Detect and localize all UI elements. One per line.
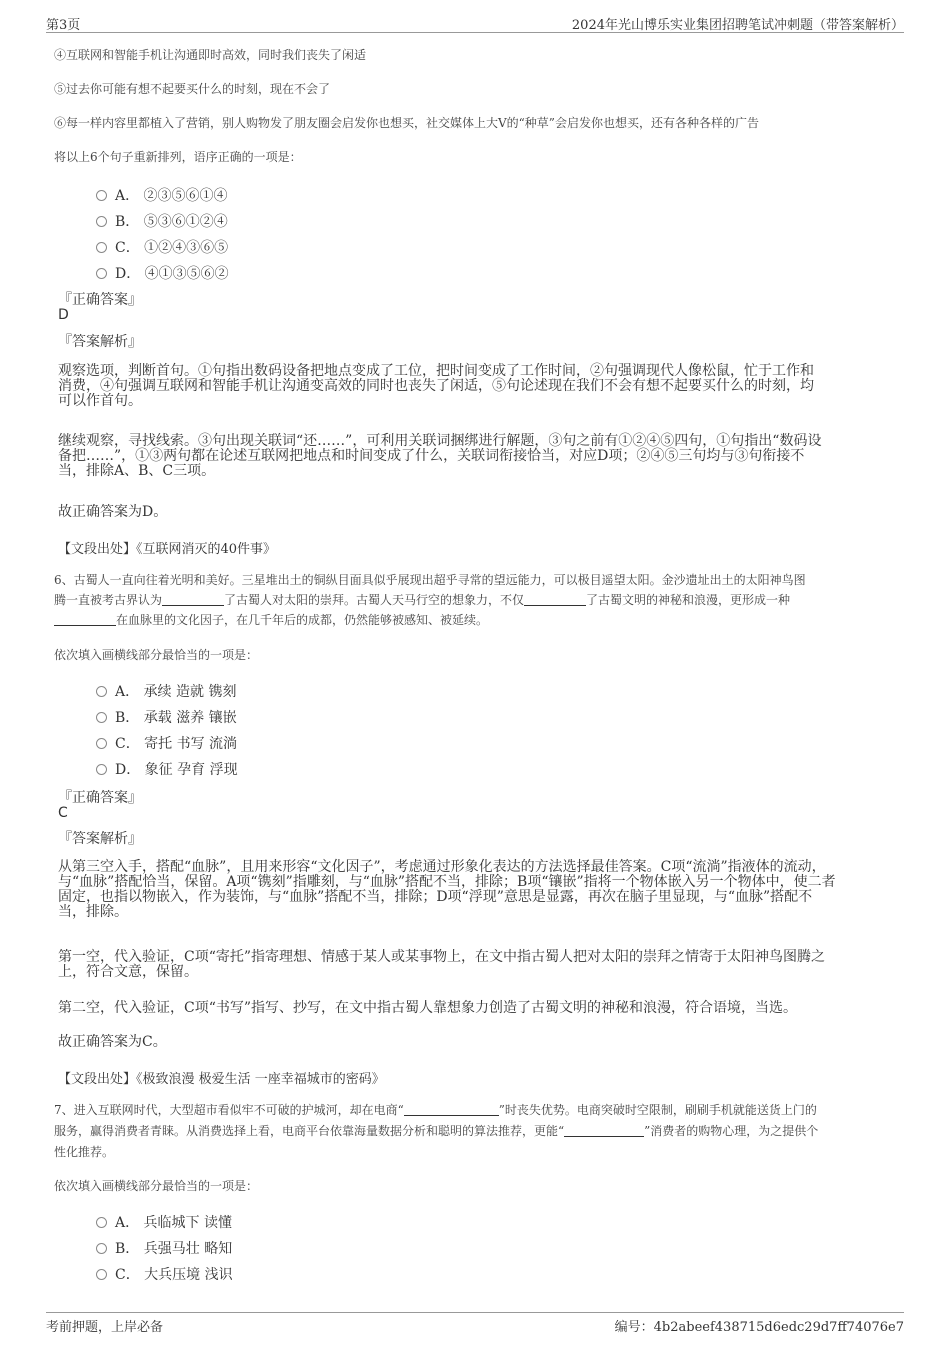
option-label: C． 大兵压境 浅识: [115, 1267, 233, 1283]
q7-option-a[interactable]: [96, 1212, 232, 1232]
q5-answer: D: [58, 307, 69, 323]
q5-conclusion: [58, 505, 888, 520]
option-label: A． ②③⑤⑥①④: [115, 188, 228, 204]
option-label: B． 承载 滋养 镶嵌: [115, 710, 237, 726]
q6-conclusion: [58, 1035, 888, 1050]
stem-text: 7、进入互联网时代，大型超市看似牢不可破的护城河，却在电商“: [54, 1103, 404, 1117]
stem-text: 服务，赢得消费者青睐。从消费选择上看，电商平台依靠海量数据分析和聪明的算法推荐，更能“: [54, 1124, 565, 1138]
q6-answer: C: [58, 805, 68, 821]
q6-source: 【文段出处】《极致浪漫 极爱生活 一座幸福城市的密码》: [58, 1072, 385, 1087]
text-line: 第二空，代入验证，C项“书写”指写、抄写，在文中指古蜀人靠想象力创造了古蜀文明的神秘和浪漫，符合语境，当选。: [58, 1000, 798, 1016]
stem-text: 在血脉里的文化因子，在几千年后的成都，仍然能够被感知、被延续。: [116, 613, 489, 627]
blank-line[interactable]: [404, 1103, 499, 1116]
q5-analysis-para-2: [58, 434, 888, 479]
q5-prompt: 将以上6个句子重新排列，语序正确的一项是：: [54, 150, 302, 164]
stem-text: 6、古蜀人一直向往着光明和美好。三星堆出土的铜纵目面具似乎展现出超乎寻常的望远能力，可以极目遥望太阳。金沙遗址出土的太阳神鸟图: [54, 573, 806, 587]
radio-icon[interactable]: [96, 686, 107, 697]
stem-text: ”时丧失优势。电商突破时空限制，刷刷手机就能送货上门的: [498, 1103, 817, 1117]
option-label: C． 寄托 书写 流淌: [115, 736, 238, 752]
q6-option-b[interactable]: [96, 707, 237, 727]
q6-analysis-para-2: [58, 950, 888, 980]
q6-prompt: 依次填入画横线部分最恰当的一项是：: [54, 648, 259, 662]
text-line: 故正确答案为D。: [58, 504, 168, 520]
radio-icon[interactable]: [96, 268, 107, 279]
q5-analysis-para-1: [58, 364, 888, 409]
blank-line[interactable]: [54, 613, 116, 626]
text-line: 上，符合文意，保留。: [58, 964, 198, 980]
q7-option-b[interactable]: [96, 1238, 232, 1258]
page-number: 第3页: [46, 18, 81, 33]
option-label: A． 承续 造就 镌刻: [115, 684, 237, 700]
text-line: 与“血脉”搭配恰当，保留。A项“镌刻”指雕刻，与“血脉”搭配不当，排除；B项“镶嵌”指将一个物体嵌入另一个物体中，使二者: [58, 874, 836, 890]
radio-icon[interactable]: [96, 242, 107, 253]
q5-option-a[interactable]: [96, 185, 228, 205]
page-footer: [46, 1312, 904, 1341]
stem-text: 腾一直被考古界认为: [54, 593, 163, 607]
q5-option-d[interactable]: [96, 263, 229, 283]
radio-icon[interactable]: [96, 190, 107, 201]
radio-icon[interactable]: [96, 216, 107, 227]
blank-line[interactable]: [564, 1124, 644, 1137]
q5-line-5: ⑤过去你可能有想不起要买什么的时刻，现在不会了: [54, 82, 331, 96]
text-line: 观察选项，判断首句。①句指出数码设备把地点变成了工位，把时间变成了工作时间，②句强调现代人像松鼠，忙于工作和: [58, 363, 814, 379]
q6-analysis-label: 『答案解析』: [58, 831, 142, 847]
stem-text: 了古蜀文明的神秘和浪漫，更形成一种: [586, 593, 791, 607]
option-label: D． 象征 孕育 浮现: [115, 762, 238, 778]
q5-option-c[interactable]: [96, 237, 228, 257]
q5-source: 【文段出处】《互联网消灭的40件事》: [58, 542, 277, 557]
option-label: A． 兵临城下 读懂: [115, 1215, 233, 1231]
document-id: 编号：4b2abeef438715d6edc29d7ff74076e7: [614, 1320, 904, 1335]
text-line: 继续观察，寻找线索。③句出现关联词“还……”，可利用关联词捆绑进行解题，③句之前有①②④⑤四句，①句指出“数码设: [58, 433, 822, 449]
page-header: [46, 12, 904, 33]
text-line: 从第三空入手，搭配“血脉”，且用来形容“文化因子”，考虑通过形象化表达的方法选择最佳答案。C项“流淌”指液体的流动，: [58, 859, 826, 875]
q5-answer-label: 『正确答案』: [58, 292, 142, 308]
text-line: 当，排除。: [58, 904, 128, 920]
stem-text: 性化推荐。: [54, 1145, 115, 1159]
document-title: 2024年光山博乐实业集团招聘笔试冲刺题（带答案解析）: [571, 18, 904, 33]
radio-icon[interactable]: [96, 1269, 107, 1280]
q6-analysis-para-3: [58, 1001, 888, 1016]
text-line: 固定，也指以物嵌入，作为装饰，与“血脉”搭配不当，排除；D项“浮现”意思是显露，再次在脑子里显现，与“血脉”搭配不: [58, 889, 813, 905]
text-line: 第一空，代入验证，C项“寄托”指寄理想、情感于某人或某事物上，在文中指古蜀人把对太阳的崇拜之情寄于太阳神鸟图腾之: [58, 949, 826, 965]
radio-icon[interactable]: [96, 764, 107, 775]
radio-icon[interactable]: [96, 1243, 107, 1254]
q6-option-c[interactable]: [96, 733, 237, 753]
q7-stem: [54, 1100, 904, 1163]
radio-icon[interactable]: [96, 1217, 107, 1228]
q7-option-c[interactable]: [96, 1264, 233, 1284]
option-label: B． ⑤③⑥①②④: [115, 214, 228, 230]
q5-analysis-label: 『答案解析』: [58, 334, 142, 350]
footer-slogan: 考前押题，上岸必备: [46, 1320, 164, 1335]
blank-line[interactable]: [524, 593, 586, 606]
option-label: C． ①②④③⑥⑤: [115, 240, 229, 256]
q6-stem: [54, 570, 904, 630]
stem-text: 了古蜀人对太阳的崇拜。古蜀人天马行空的想象力，不仅: [224, 593, 525, 607]
text-line: 故正确答案为C。: [58, 1034, 167, 1050]
q6-option-a[interactable]: [96, 681, 236, 701]
q5-option-b[interactable]: [96, 211, 228, 231]
q5-line-4: ④互联网和智能手机让沟通即时高效，同时我们丧失了闲适: [54, 48, 367, 62]
blank-line[interactable]: [162, 593, 224, 606]
radio-icon[interactable]: [96, 712, 107, 723]
q6-analysis-para-1: [58, 860, 888, 920]
text-line: 备把……”，①③两句都在论述互联网把地点和时间变成了什么，关联词衔接恰当，对应D项；②④⑤三句均与③句衔接不: [58, 448, 805, 464]
radio-icon[interactable]: [96, 738, 107, 749]
q6-option-d[interactable]: [96, 759, 238, 779]
text-line: 可以作首句。: [58, 393, 142, 409]
q5-line-6: ⑥每一样内容里都植入了营销，别人购物发了朋友圈会启发你也想买，社交媒体上大V的“种草”会启发你也想买，还有各种各样的广告: [54, 116, 759, 130]
q7-prompt: 依次填入画横线部分最恰当的一项是：: [54, 1179, 259, 1193]
text-line: 消费，④句强调互联网和智能手机让沟通变高效的同时也丧失了闲适，⑤句论述现在我们不会有想不起要买什么的时刻，均: [58, 378, 814, 394]
stem-text: ”消费者的购物心理，为之提供个: [644, 1124, 819, 1138]
text-line: 当，排除A、B、C三项。: [58, 463, 216, 479]
option-label: B． 兵强马壮 略知: [115, 1241, 233, 1257]
q6-answer-label: 『正确答案』: [58, 790, 142, 806]
option-label: D． ④①③⑤⑥②: [115, 266, 229, 282]
